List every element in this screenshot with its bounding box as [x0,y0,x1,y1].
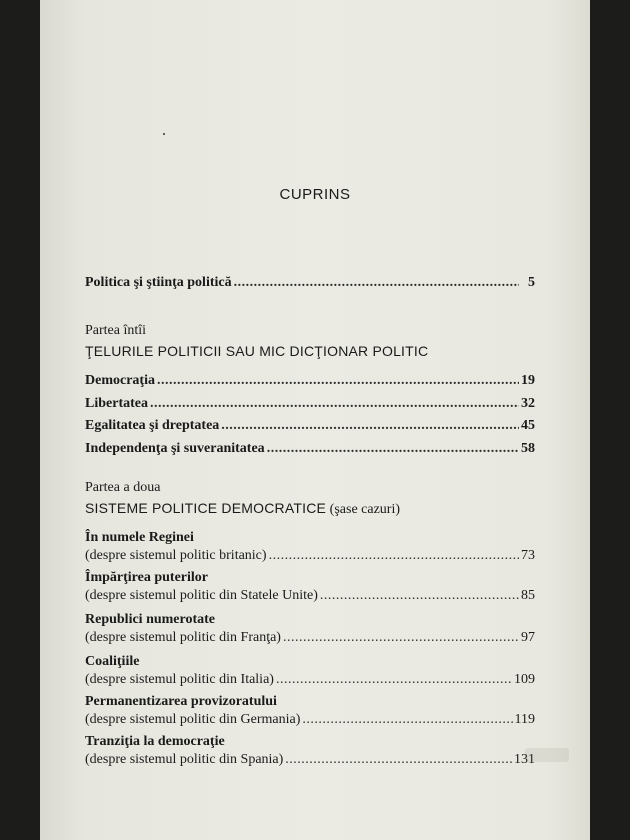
toc-leader [221,418,519,434]
toc-entry-page: 97 [521,630,535,645]
toc-leader [269,548,519,564]
toc-entry [85,418,535,434]
toc-entry-title: În numele Reginei [85,530,194,545]
toc-entry [85,441,535,457]
toc-entry-page: 119 [514,712,535,727]
toc-entry-title: Împărţirea puterilor [85,570,208,585]
toc-leader [276,672,512,688]
toc-entry-page: 85 [521,588,535,603]
toc-heading: CUPRINS [279,186,351,203]
speck [163,133,165,135]
toc-leader [320,588,519,604]
toc-entry-label: Politica şi ştiinţa politică [85,275,232,290]
toc-entry-sub: (despre sistemul politic din Germania) [85,712,301,727]
part2-label: Partea a doua [85,480,161,495]
part2-title-suffix: (şase cazuri) [329,502,401,517]
print-smudge [525,748,569,762]
toc-entry [85,373,535,389]
toc-entry [85,588,535,604]
part1-title-text: ŢELURILE POLITICII SAU MIC DICŢIONAR POLITIC [85,343,429,359]
toc-leader [283,630,519,646]
toc-entry-sub: (despre sistemul politic din Franţa) [85,630,281,645]
toc-entry-title: Republici numerotate [85,612,216,627]
toc-entry [85,752,535,768]
toc-entry-page: 131 [514,752,535,767]
toc-entry-page: 109 [514,672,535,687]
toc-entry-sub: (despre sistemul politic britanic) [85,548,267,563]
toc-leader [267,441,519,457]
toc-entry-title: Permanentizarea provizoratului [85,694,277,709]
toc-leader [150,396,519,412]
toc-entry-page: 45 [521,418,535,433]
toc-entry-label: Libertatea [85,396,148,411]
book-page [40,0,590,840]
toc-entry [85,672,535,688]
part2-title [85,500,400,518]
toc-entry-page: 32 [521,396,535,411]
toc-entry-title: Tranziţia la democraţie [85,734,225,749]
toc-entry-intro [85,275,535,291]
toc-leader [157,373,519,389]
part2-title-text: SISTEME POLITICE DEMOCRATICE [85,500,327,516]
toc-entry-label: Egalitatea şi dreptatea [85,418,220,433]
toc-entry [85,630,535,646]
toc-entry-page: 5 [528,275,535,290]
toc-entry-sub: (despre sistemul politic din Italia) [85,672,274,687]
toc-entry [85,396,535,412]
toc-entry-page: 73 [521,548,535,563]
part1-title [85,343,428,361]
toc-entry-label: Democraţia [85,373,155,388]
toc-entry-label: Independenţa şi suveranitatea [85,441,265,456]
toc-entry-page: 58 [521,441,535,456]
part1-label: Partea întîi [85,323,147,338]
toc-entry-page: 19 [521,373,535,388]
toc-entry-sub: (despre sistemul politic din Spania) [85,752,284,767]
toc-entry [85,548,535,564]
toc-entry-sub: (despre sistemul politic din Statele Unite) [85,588,318,603]
toc-leader [234,275,519,291]
toc-leader [285,752,512,768]
toc-entry [85,712,535,728]
toc-entry-title: Coaliţiile [85,654,140,669]
toc-leader [302,712,512,728]
